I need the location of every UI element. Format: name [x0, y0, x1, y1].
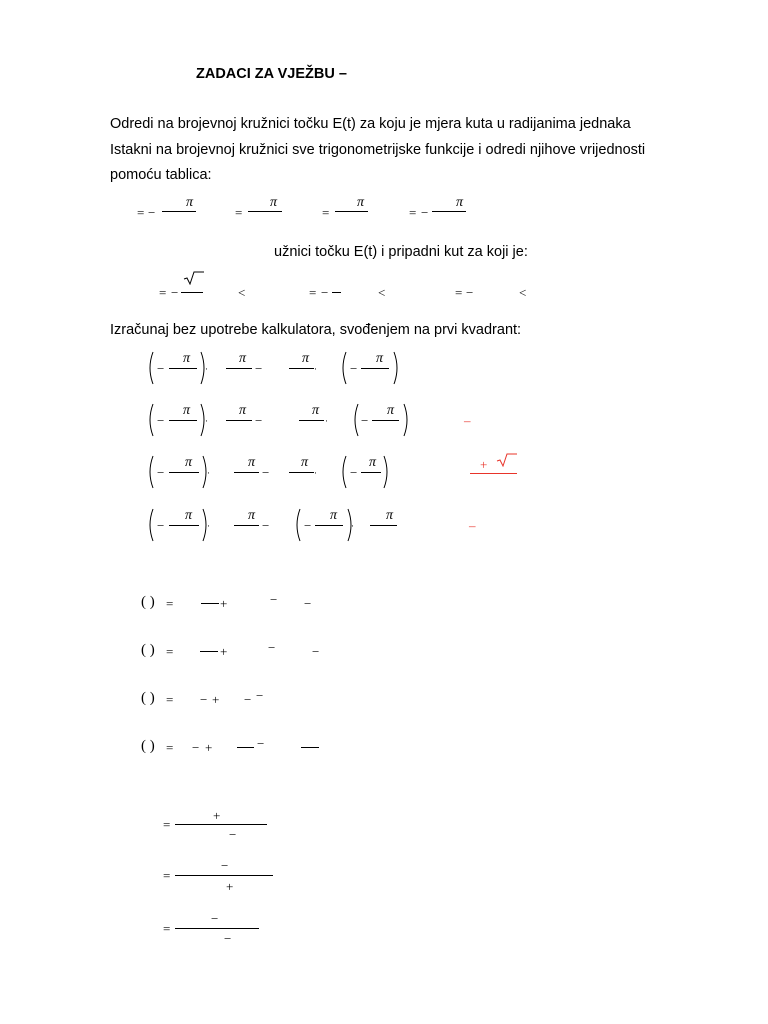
fraction-bar — [335, 211, 368, 212]
red-fraction-bar — [470, 473, 517, 474]
dot-sign: · — [314, 468, 317, 478]
minus-sign: − — [224, 931, 232, 946]
equals-sign: = — [322, 205, 330, 220]
pi-symbol: π — [248, 508, 256, 523]
plus-sign: + — [205, 740, 213, 755]
fraction-bar — [175, 928, 259, 929]
minus-sign: − — [350, 361, 358, 376]
fraction-bar — [169, 368, 197, 369]
fraction-bar — [248, 211, 282, 212]
fraction-bar — [289, 368, 314, 369]
dot-sign: · — [351, 521, 354, 531]
minus-sign: − — [256, 688, 264, 703]
fraction-bar — [201, 603, 219, 604]
minus-sign: − — [221, 858, 229, 873]
minus-sign: − — [321, 285, 329, 300]
dot-sign: · — [325, 416, 328, 426]
equals-sign: = — [309, 285, 317, 300]
fraction-bar — [301, 747, 319, 748]
minus-sign: − — [257, 736, 265, 751]
pi-symbol: π — [186, 195, 194, 210]
task-2-text: Istakni na brojevnoj kružnici sve trigonometrijske funkcije i odredi njihove vrijednosti — [110, 142, 646, 158]
task-1-text: Odredi na brojevnoj kružnici točku E(t) za koju je mjera kuta u radijanima jednaka — [110, 116, 631, 132]
pi-symbol: π — [302, 351, 310, 366]
equals-sign: = — [166, 740, 174, 755]
fraction-bar — [234, 525, 259, 526]
minus-sign: − — [148, 205, 156, 220]
fraction-bar — [226, 420, 252, 421]
pi-symbol: π — [183, 351, 191, 366]
equals-sign: = — [166, 692, 174, 707]
plus-sign: + — [212, 692, 220, 707]
plus-sign: + — [220, 644, 228, 659]
task-4-text: Izračunaj bez upotrebe kalkulatora, svođenjem na prvi kvadrant: — [110, 322, 522, 338]
fraction-bar — [169, 472, 199, 473]
minus-sign: − — [312, 644, 320, 659]
pi-symbol: π — [239, 351, 247, 366]
dot-sign: · — [314, 364, 317, 374]
dot-sign: · — [205, 416, 208, 426]
pi-symbol: π — [357, 195, 365, 210]
less-than-sign: < — [378, 285, 386, 300]
equals-sign: = — [163, 817, 171, 832]
function-parentheses: ( ) — [141, 594, 155, 610]
minus-sign: − — [350, 465, 358, 480]
dot-sign: · — [207, 521, 210, 531]
minus-sign: − — [255, 361, 263, 376]
minus-sign: − — [211, 911, 219, 926]
red-sqrt-icon — [496, 453, 518, 467]
fraction-bar — [315, 525, 343, 526]
minus-sign: − — [157, 413, 165, 428]
fraction-bar — [289, 472, 314, 473]
minus-sign: − — [421, 205, 429, 220]
fraction-bar — [200, 651, 218, 652]
task-2-text-cont: pomoću tablica: — [110, 167, 212, 183]
minus-sign: − — [157, 518, 165, 533]
minus-sign: − — [268, 640, 276, 655]
equals-sign: = — [455, 285, 463, 300]
fraction-bar — [299, 420, 324, 421]
pi-symbol: π — [270, 195, 278, 210]
fraction-bar — [372, 420, 399, 421]
minus-sign: − — [157, 465, 165, 480]
minus-sign: − — [171, 285, 179, 300]
plus-sign: + — [226, 879, 234, 894]
fraction-bar — [181, 292, 203, 293]
fraction-bar — [169, 420, 197, 421]
fraction-bar — [175, 824, 267, 825]
sqrt-icon — [183, 271, 205, 285]
red-answer-mark: – — [469, 518, 476, 533]
fraction-bar — [432, 211, 466, 212]
minus-sign: − — [466, 285, 474, 300]
plus-sign: + — [220, 596, 228, 611]
less-than-sign: < — [519, 285, 527, 300]
fraction-bar — [175, 875, 273, 876]
minus-sign: − — [157, 361, 165, 376]
fraction-bar — [332, 292, 341, 293]
minus-sign: − — [270, 592, 278, 607]
minus-sign: − — [361, 413, 369, 428]
document-title: ZADACI ZA VJEŽBU – — [196, 66, 347, 82]
minus-sign: − — [304, 596, 312, 611]
pi-symbol: π — [312, 403, 320, 418]
dot-sign: · — [207, 468, 210, 478]
equals-sign: = — [137, 205, 145, 220]
equals-sign: = — [163, 921, 171, 936]
equals-sign: = — [166, 644, 174, 659]
minus-sign: − — [255, 413, 263, 428]
equals-sign: = — [409, 205, 417, 220]
fraction-bar — [370, 525, 397, 526]
red-plus-sign: + — [480, 457, 488, 472]
pi-symbol: π — [185, 455, 193, 470]
minus-sign: − — [229, 827, 237, 842]
equals-sign: = — [235, 205, 243, 220]
pi-symbol: π — [369, 455, 377, 470]
minus-sign: − — [262, 518, 270, 533]
minus-sign: − — [192, 740, 200, 755]
equals-sign: = — [163, 868, 171, 883]
function-parentheses: ( ) — [141, 738, 155, 754]
fraction-bar — [234, 472, 259, 473]
minus-sign: − — [262, 465, 270, 480]
dot-sign: · — [205, 364, 208, 374]
function-parentheses: ( ) — [141, 690, 155, 706]
task-3-text: užnici točku E(t) i pripadni kut za koji je: — [274, 244, 528, 260]
less-than-sign: < — [238, 285, 246, 300]
pi-symbol: π — [248, 455, 256, 470]
plus-sign: + — [213, 808, 221, 823]
pi-symbol: π — [185, 508, 193, 523]
equals-sign: = — [166, 596, 174, 611]
pi-symbol: π — [387, 403, 395, 418]
pi-symbol: π — [239, 403, 247, 418]
fraction-bar — [169, 525, 199, 526]
fraction-bar — [237, 747, 254, 748]
equals-sign: = — [159, 285, 167, 300]
minus-sign: − — [304, 518, 312, 533]
fraction-bar — [361, 472, 381, 473]
minus-sign: − — [200, 692, 208, 707]
fraction-bar — [361, 368, 389, 369]
pi-symbol: π — [386, 508, 394, 523]
pi-symbol: π — [330, 508, 338, 523]
pi-symbol: π — [183, 403, 191, 418]
function-parentheses: ( ) — [141, 642, 155, 658]
pi-symbol: π — [376, 351, 384, 366]
pi-symbol: π — [301, 455, 309, 470]
minus-sign: − — [244, 692, 252, 707]
pi-symbol: π — [456, 195, 464, 210]
red-answer-mark: – — [464, 413, 471, 428]
fraction-bar — [162, 211, 196, 212]
fraction-bar — [226, 368, 252, 369]
